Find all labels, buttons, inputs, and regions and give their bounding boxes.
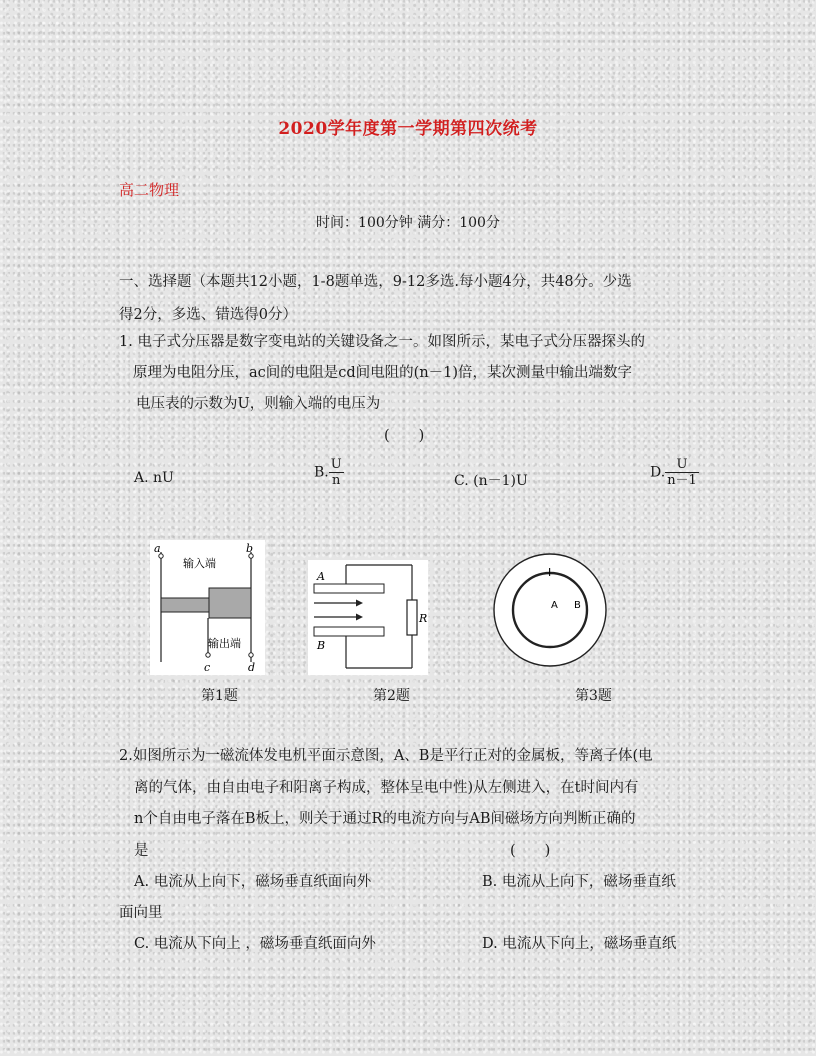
fig1-input-label: 输入端	[183, 557, 216, 570]
q1-option-d	[650, 457, 699, 488]
q2-line4: 是	[134, 843, 149, 859]
figure-3-caption: 第3题	[575, 688, 612, 704]
fig1-label-d: d	[248, 661, 256, 674]
figure-3-concentric-rings	[488, 548, 613, 673]
q1-option-b-denominator: n	[329, 472, 344, 488]
section-heading-line1: 一、选择题（本题共12小题，1-8题单选，9-12多选.每小题4分，共48分。少选	[119, 274, 632, 290]
subject-label: 高二物理	[119, 181, 180, 199]
q1-answer-paren: ( )	[384, 428, 425, 444]
q2-option-d: D. 电流从下向上，磁场垂直纸	[482, 936, 677, 952]
q1-option-d-numerator: U	[676, 457, 688, 472]
q2-line3: n个自由电子落在B板上，则关于通过R的电流方向与AB间磁场方向判断正确的	[134, 811, 636, 827]
fig3-label-I: I	[548, 566, 552, 579]
q1-line2: 原理为电阻分压，ac间的电阻是cd间电阻的(n－1)倍，某次测量中输出端数字	[133, 365, 633, 381]
q2-line2: 离的气体，由自由电子和阳离子构成，整体呈电中性)从左侧进入，在t时间内有	[134, 780, 639, 796]
q2-line1: 2.如图所示为一磁流体发电机平面示意图，A、B是平行正对的金属板，等离子体(电	[119, 748, 653, 764]
fig1-label-b: b	[246, 542, 254, 555]
fig2-label-R: R	[419, 612, 428, 625]
fig3-label-A: A	[551, 600, 558, 611]
time-info: 时间：100分钟 满分：100分	[316, 215, 500, 231]
q1-line1: 1. 电子式分压器是数字变电站的关键设备之一。如图所示，某电子式分压器探头的	[119, 334, 645, 350]
q1-option-d-denominator: n－1	[667, 473, 697, 488]
fig2-label-A: A	[317, 570, 325, 583]
q1-option-a: A. nU	[134, 470, 174, 486]
q2-option-a: A. 电流从上向下，磁场垂直纸面向外	[134, 874, 372, 890]
q1-option-b-fraction	[329, 457, 344, 488]
page-title: 2020学年度第一学期第四次统考	[278, 119, 538, 139]
q1-option-b-prefix: B.	[314, 464, 329, 481]
q1-option-b	[314, 457, 344, 488]
q1-option-d-prefix: D.	[650, 464, 666, 481]
figure-1-divider	[150, 540, 265, 675]
q2-option-c: C. 电流从下向上 ，磁场垂直纸面向外	[134, 936, 376, 952]
q2-answer-paren: ( )	[510, 843, 551, 859]
q1-line3: 电压表的示数为U，则输入端的电压为	[136, 396, 381, 412]
fig1-output-label: 输出端	[208, 637, 241, 650]
fig2-label-B: B	[317, 639, 326, 652]
fig3-label-B: B	[574, 600, 581, 611]
figure-2-caption: 第2题	[373, 688, 410, 704]
q2-option-b: B. 电流从上向下，磁场垂直纸	[482, 874, 676, 890]
section-heading-line2: 得2分，多选、错选得0分）	[119, 307, 297, 323]
figure-2-mhd-generator	[308, 560, 428, 675]
fig1-label-c: c	[204, 661, 211, 674]
q2-option-b-continued: 面向里	[119, 905, 163, 921]
figure-1-caption: 第1题	[201, 688, 238, 704]
fig1-label-a: a	[154, 542, 161, 555]
q1-option-b-numerator: U	[330, 457, 342, 472]
q1-option-c: C. (n－1)U	[454, 473, 528, 489]
q1-option-d-fraction	[665, 457, 699, 488]
